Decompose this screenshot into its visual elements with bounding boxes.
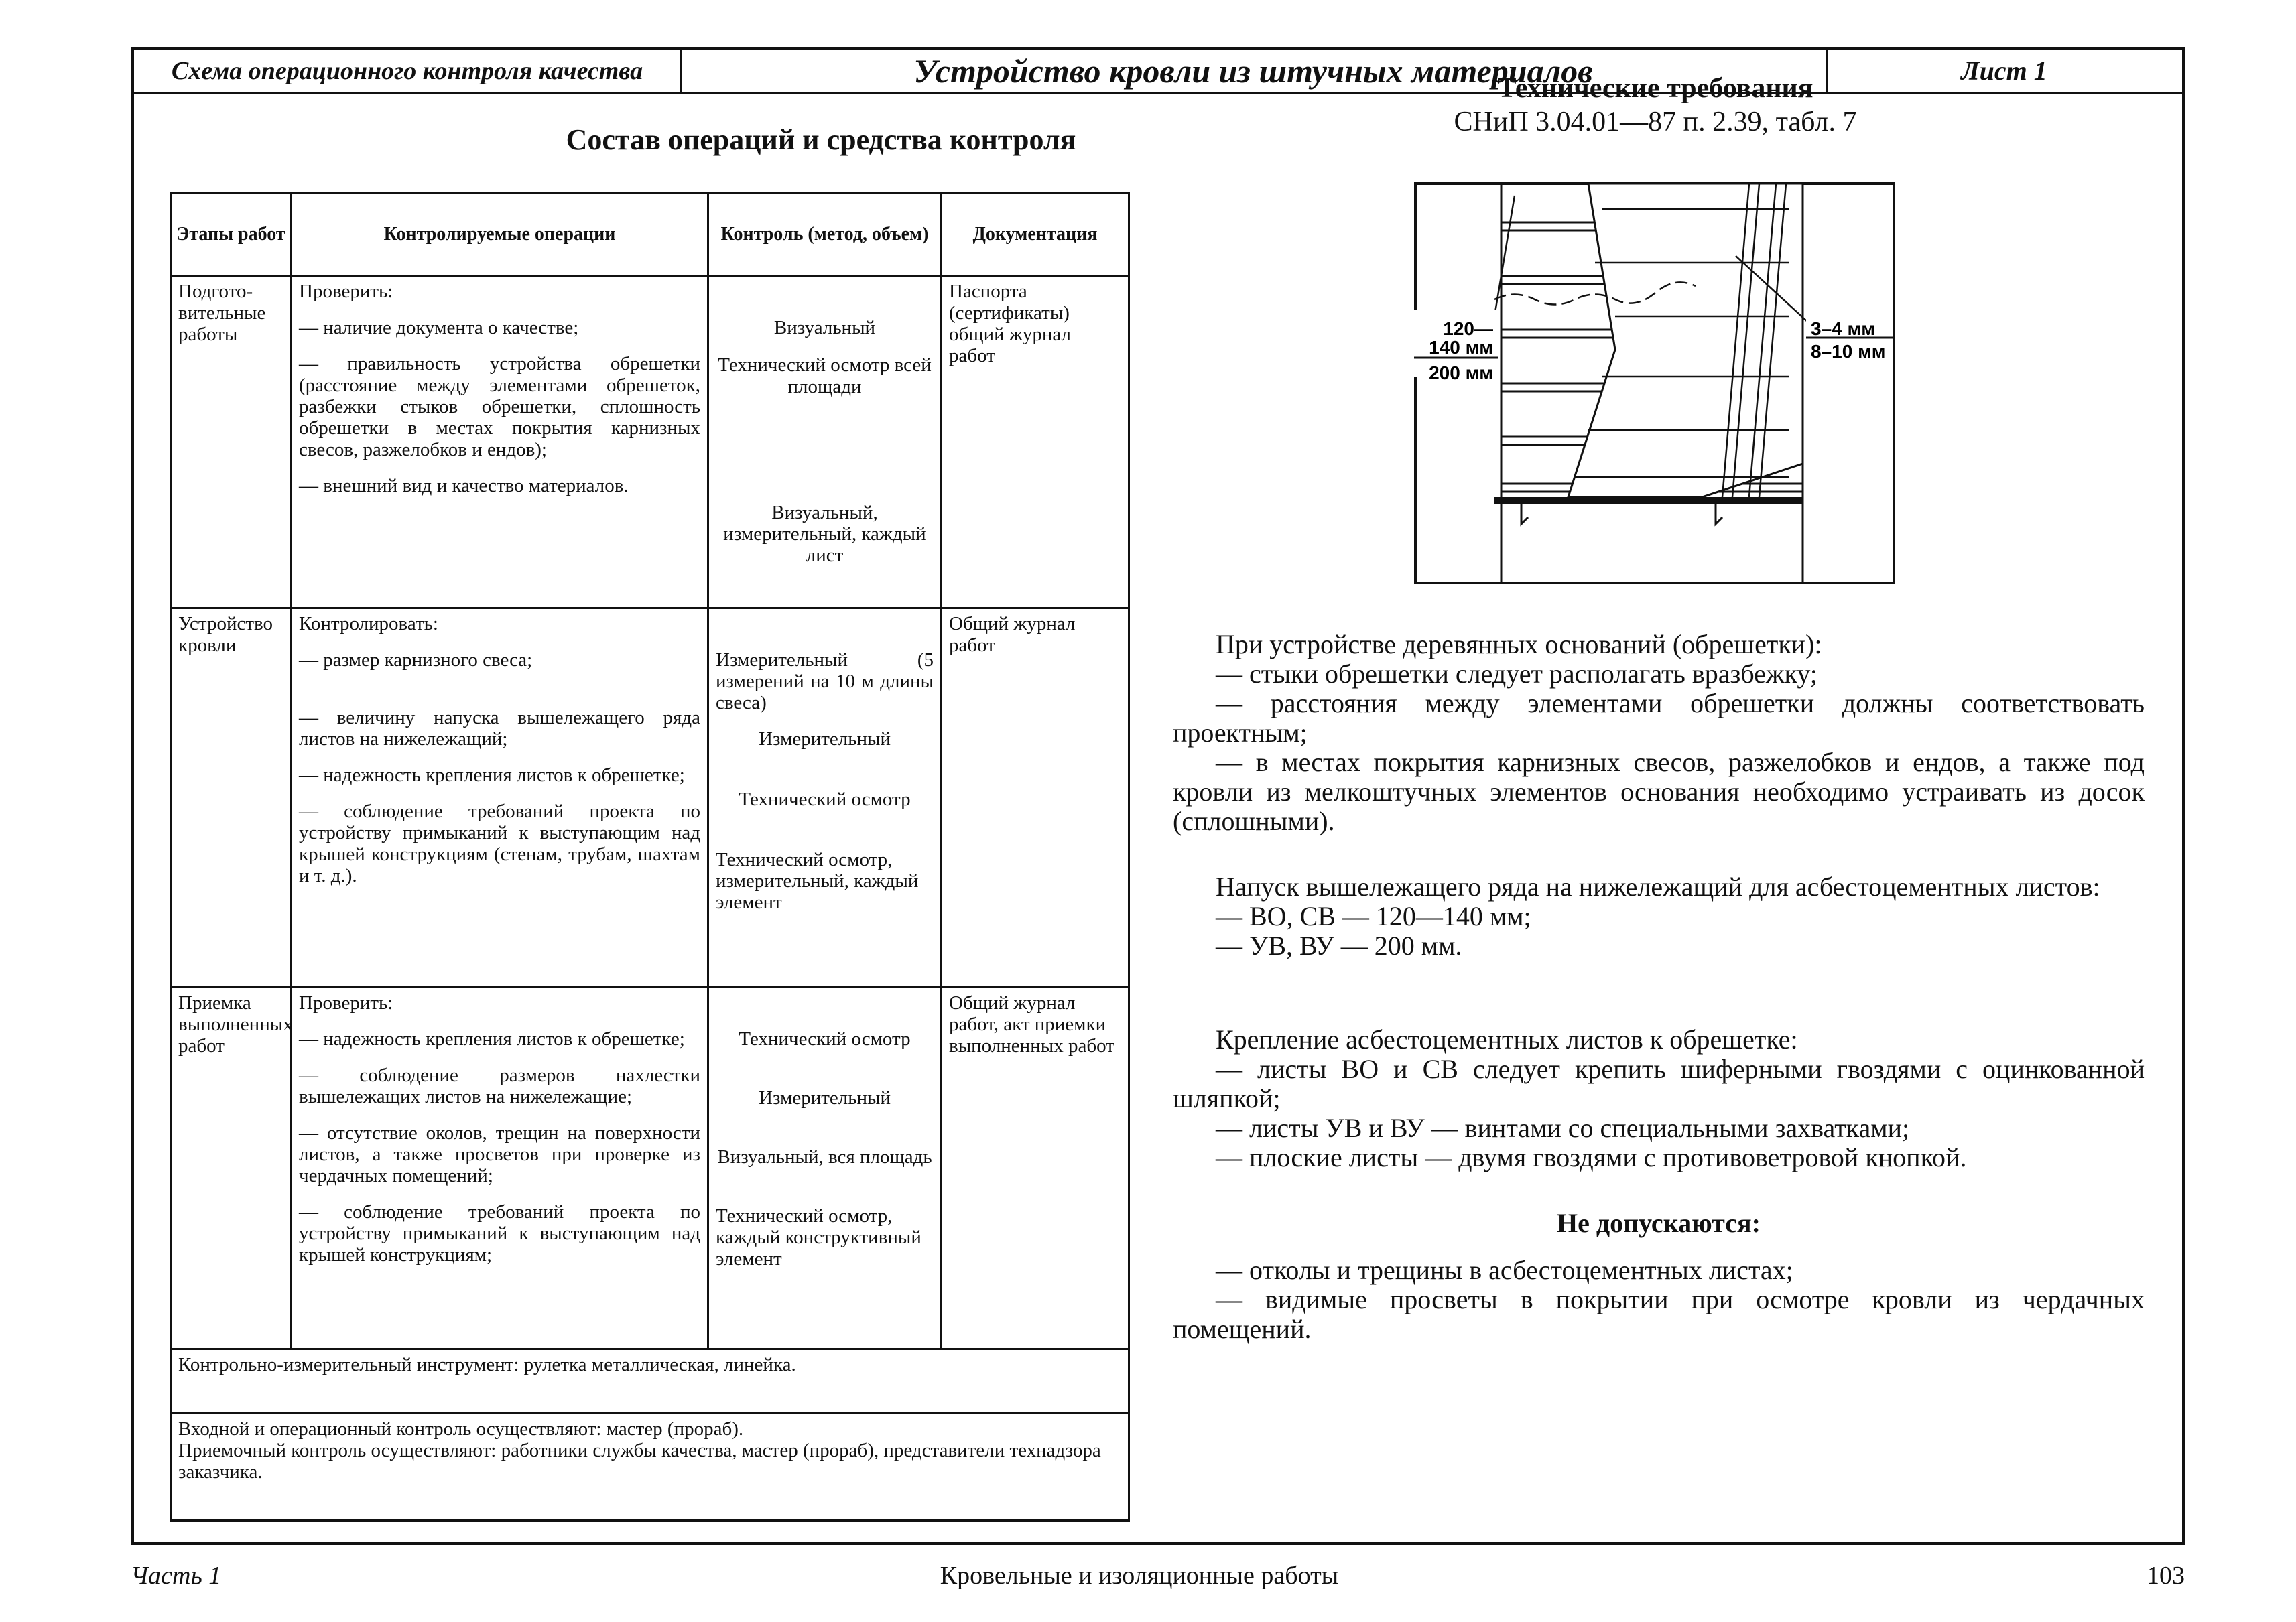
- label-8-10: 8–10 мм: [1811, 341, 1886, 362]
- control-item: Визуальный: [773, 317, 876, 338]
- operation-item: — надежность крепления листов к обрешетке;: [299, 764, 685, 786]
- operations-cell: [292, 608, 708, 988]
- requirements-block-1: [1173, 630, 2145, 836]
- req-line: — стыки обрешетки следует располагать вразбежку;: [1216, 659, 1817, 689]
- req-line: — листы ВО и СВ следует крепить шиферными гвоздями с оцинкованной шляпкой;: [1173, 1054, 2145, 1113]
- label-120: 120—: [1443, 318, 1493, 339]
- operation-intro: Проверить:: [299, 281, 393, 302]
- operation-item: — внешний вид и качество материалов.: [299, 475, 629, 496]
- requirements-block-3: [1173, 1025, 2145, 1172]
- control-item: Измерительный (5 измерений на 10 м длины свеса): [716, 649, 934, 714]
- operations-cell: [292, 988, 708, 1349]
- footer-part: Часть 1: [131, 1562, 222, 1590]
- table-row: [171, 276, 1129, 608]
- notes-cell: [171, 1414, 1129, 1521]
- not-allowed-title: Не допускаются:: [1556, 1208, 1761, 1238]
- documentation-cell: Общий журнал работ: [942, 608, 1129, 988]
- operation-item: — соблюдение требований проекта по устройству примыканий к выступающим над крышей конструкциям (стенам, трубам, шахтам и т. д.).: [299, 801, 700, 886]
- operation-item: — отсутствие околов, трещин на поверхности листов, а также просветов при проверке из чердачных помещений;: [299, 1122, 700, 1187]
- note-line: Входной и операционный контроль осуществляют: мастер (прораб).: [178, 1418, 744, 1440]
- control-cell: [708, 608, 942, 988]
- footer-section: Кровельные и изоляционные работы: [940, 1562, 1339, 1590]
- operation-item: — соблюдение размеров нахлестки вышележащих листов на нижележащие;: [299, 1065, 700, 1107]
- req-line: Крепление асбестоцементных листов к обрешетке:: [1216, 1024, 1798, 1055]
- req-line: Напуск вышележащего ряда на нижележащий для асбестоцементных листов:: [1216, 872, 2100, 902]
- operation-item: — правильность устройства обрешетки (расстояние между элементами обрешеток, разбежки стыков обрешетки, сплошность обрешетки в местах покрытия карнизных свесов, разжелобков и ендов);: [299, 353, 700, 460]
- req-line: — расстояния между элементами обрешетки должны соответствовать проектным;: [1173, 688, 2145, 748]
- header-left: Схема операционного контроля качества: [134, 50, 682, 92]
- not-allowed-block: [1173, 1209, 2145, 1344]
- label-3-4: 3–4 мм: [1811, 318, 1875, 339]
- header-title: Устройство кровли из штучных материалов: [680, 50, 1828, 92]
- req-line: — листы УВ и ВУ — винтами со специальными захватками;: [1216, 1113, 1910, 1143]
- control-item: Технический осмотр, каждый конструктивный элемент: [716, 1205, 921, 1270]
- page-number: 103: [2147, 1562, 2185, 1590]
- operation-intro: Проверить:: [299, 992, 393, 1014]
- col-header-operations: Контролируемые операции: [292, 194, 708, 276]
- control-item: Визуальный, вся площадь: [717, 1146, 932, 1168]
- table-row: [171, 988, 1129, 1349]
- req-line: При устройстве деревянных оснований (обрешетки):: [1216, 629, 1822, 659]
- req-line: — плоские листы — двумя гвоздями с противоветровой кнопкой.: [1216, 1142, 1967, 1172]
- operation-item: — надежность крепления листов к обрешетке;: [299, 1028, 685, 1050]
- col-header-docs: Документация: [942, 194, 1129, 276]
- operation-item: — величину напуска вышележащего ряда листов на нижележащий;: [299, 707, 700, 750]
- tech-req-subtitle: СНиП 3.04.01—87 п. 2.39, табл. 7: [1454, 107, 1857, 137]
- sheet-number: Лист 1: [1961, 56, 2047, 86]
- operation-item: — наличие документа о качестве;: [299, 317, 579, 338]
- col-header-stages: Этапы работ: [171, 194, 292, 276]
- control-cell: [708, 276, 942, 608]
- control-item: Измерительный: [759, 728, 891, 750]
- stage-cell: Приемка выполненных работ: [171, 988, 292, 1349]
- control-item: Визуальный, измерительный, каждый лист: [723, 502, 926, 566]
- stage-cell: Устройство кровли: [171, 608, 292, 988]
- col-header-control: Контроль (метод, объем): [708, 194, 942, 276]
- control-item: Технический осмотр: [739, 1028, 911, 1050]
- req-line: — видимые просветы в покрытии при осмотре кровли из чердачных помещений.: [1173, 1284, 2145, 1344]
- tech-req-title: Технические требования: [1497, 73, 1813, 104]
- req-line: — в местах покрытия карнизных свесов, разжелобков и ендов, а также под кровли из мелкоштучных элементов основания необходимо устраивать из досок (сплошными).: [1173, 747, 2145, 836]
- documentation-cell: Паспорта (сертификаты) общий журнал работ: [942, 276, 1129, 608]
- control-item: Технический осмотр всей площади: [718, 354, 932, 397]
- control-item: Технический осмотр: [739, 789, 911, 810]
- req-line: — УВ, ВУ — 200 мм.: [1216, 931, 1462, 961]
- operations-title: Состав операций и средства контроля: [566, 123, 1076, 156]
- table-row: [171, 1414, 1129, 1521]
- control-cell: [708, 988, 942, 1349]
- table-row: [171, 608, 1129, 988]
- operations-cell: [292, 276, 708, 608]
- req-line: — ВО, СВ — 120—140 мм;: [1216, 901, 1531, 931]
- note-line: Приемочный контроль осуществляют: работники службы качества, мастер (прораб), представители технадзора заказчика.: [178, 1440, 1101, 1483]
- operation-item: — соблюдение требований проекта по устройству примыканий к выступающим над крышей конструкциям;: [299, 1201, 700, 1266]
- roof-lap-diagram: [1414, 182, 1895, 584]
- operation-item: — размер карнизного свеса;: [299, 649, 533, 671]
- stage-cell: Подгото-вительные работы: [171, 276, 292, 608]
- requirements-block-2: [1173, 872, 2145, 961]
- tools-cell: Контрольно-измерительный инструмент: рулетка металлическая, линейка.: [171, 1349, 1129, 1414]
- control-item: Технический осмотр, измерительный, каждый элемент: [716, 849, 919, 913]
- req-line: — отколы и трещины в асбестоцементных листах;: [1216, 1255, 1793, 1285]
- table-header-row: [171, 194, 1129, 276]
- documentation-cell: Общий журнал работ, акт приемки выполненных работ: [942, 988, 1129, 1349]
- operation-intro: Контролировать:: [299, 613, 438, 634]
- label-140: 140 мм: [1429, 337, 1493, 358]
- control-item: Измерительный: [759, 1087, 891, 1109]
- operations-table: [170, 192, 1130, 1522]
- label-200: 200 мм: [1429, 362, 1493, 383]
- table-row: [171, 1349, 1129, 1414]
